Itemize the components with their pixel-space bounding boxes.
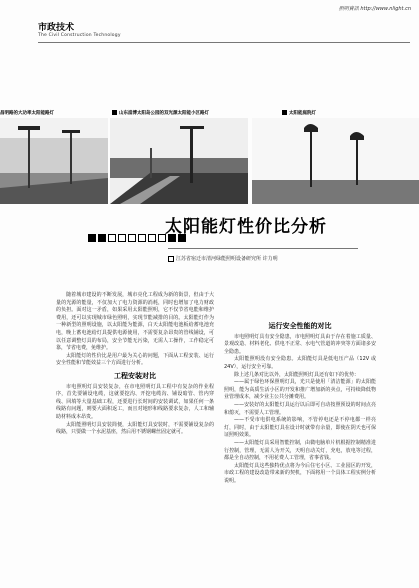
- photo-highpower-streetlight: [0, 118, 108, 204]
- photo-caption-2: 山东淄博太阳岛公园的双光源太阳能小区路灯: [112, 110, 209, 116]
- body-paragraph: ——安装好的太阳能灯具运行以后即可自动按照预设的时间点亮和熄灭，不需要人工管理。: [224, 401, 376, 416]
- column-subtitle: The Civil Construction Technology: [38, 33, 121, 38]
- photo-courtyard-lamp: [252, 118, 419, 204]
- author-square-icon: [168, 256, 174, 262]
- courtyard-photo-image: [252, 118, 419, 204]
- body-paragraph: 随着城市建设的不断发展，城市亮化工程成为新的街景，但由于大量的光源的能量，不仅加大了电力资源的消耗，同时也增加了电力财政的负担。面对这一矛盾，如果采用太阳能照明，它不仅节省电能和维护费用，还可以实现城市绿色照明，实现节能减排的目的。太阳能灯作为一种新型的照明设施，以太阳能为能源，白天太阳能电池板给蓄电池充电，晚上蓄电池给灯具提供电源使用，不需要复杂昂贵的管线铺设，可以任意调整灯具的布局，安全节能无污染，无需人工操作，工作稳定可靠，节省电费，免维护。: [56, 292, 214, 352]
- article-author: 江苏省宿迁市清河绿能照明设备研究所 许力明: [168, 255, 278, 262]
- section-heading: 运行安全性能的对比: [268, 322, 332, 330]
- column-title: 市政技术: [38, 23, 75, 33]
- article-title: 太阳能灯性价比分析: [165, 217, 327, 237]
- body-paragraph: ——不受市电供电系统的影响，不管停电还是不停电都一样亮灯，同时，由于太阳能灯具在设计时就带有余量，即使在阴天也可保证照明效果。: [224, 417, 376, 439]
- body-paragraph: 太阳能灯的性价比是用户最为关心的问题，下面从工程安装、运行安全性能和节能效益三个方面进行分析。: [56, 352, 214, 367]
- body-paragraph: 太阳能灯具这些独特优点将为今后住宅小区、工业园区的开发，市政工程的建设改造带来新的契机，下面将用一个具体工程实例分析说明。: [224, 462, 376, 484]
- left-text-column: [56, 292, 214, 437]
- body-paragraph: ——属于绿色环保照明灯具，光只是使用「清洁能源」的太阳能照明，能为高质生活小区的开发和推广增加新的卖点，可持续降低物业管理成本，减少业主公共分摊费用。: [224, 379, 376, 401]
- streetlight-photo-image: [0, 118, 108, 204]
- body-paragraph: 太阳能照明灯具安装简便，太阳能灯具安装时，不需要铺设复杂的线路，只要做一个水泥基座，然后用不锈钢螺丝固定就可。: [56, 421, 214, 436]
- section-heading: 工程安装对比: [114, 371, 156, 380]
- photo-caption-3: 太阳能庭院灯: [282, 110, 316, 116]
- body-paragraph: 太阳能照明没有安全隐患。太阳能灯具是低电压产品（12V 或 24V），运行安全可靠。: [224, 356, 376, 370]
- body-paragraph: 除上述几条对比以外，太阳能照明灯具还有如下的优势：: [234, 371, 360, 378]
- body-paragraph: ——太阳能灯具采用智能控制，由微电脑单片机根据控制精准进行控制，管理，无需人为开关，天明自动关灯，充电，放电等过程，都是全自动控制，不用花费人工管理，省事省钱。: [224, 439, 376, 462]
- title-rule: [168, 248, 358, 249]
- header-rule: [38, 42, 410, 43]
- square-bullet-icon: [282, 110, 287, 115]
- photo-caption-1: 昌明路的大功率太阳能路灯: [0, 111, 54, 116]
- photo-dual-source-lamp: [110, 118, 248, 204]
- body-paragraph: 市电照明灯具有安全隐患，市电照明灯具由于存在着施工质量、景观改造、材料老化、供电不正常、水电气管道的冲突等方面诸多安全隐患。: [224, 333, 376, 355]
- dual-lamp-photo-image: [110, 118, 248, 204]
- header-url: 照明資訊 http://www.nlight.cn: [338, 6, 411, 12]
- right-text-column: [224, 318, 376, 485]
- square-bullet-icon: [112, 110, 117, 115]
- body-paragraph: 市电照明灯具安装复杂，在市电照明灯具工程中有复杂的作业程序，首先要铺设电缆，这就要挖沟、开挖电缆沟、铺设暗管、管内穿线、回填等大量基础工程，还要进行长时间的安装调试，如果任何一条线路有问题，则要大面积返工，而且对地形和线路要求复杂，人工和辅助材料成本昂贵。: [56, 383, 214, 420]
